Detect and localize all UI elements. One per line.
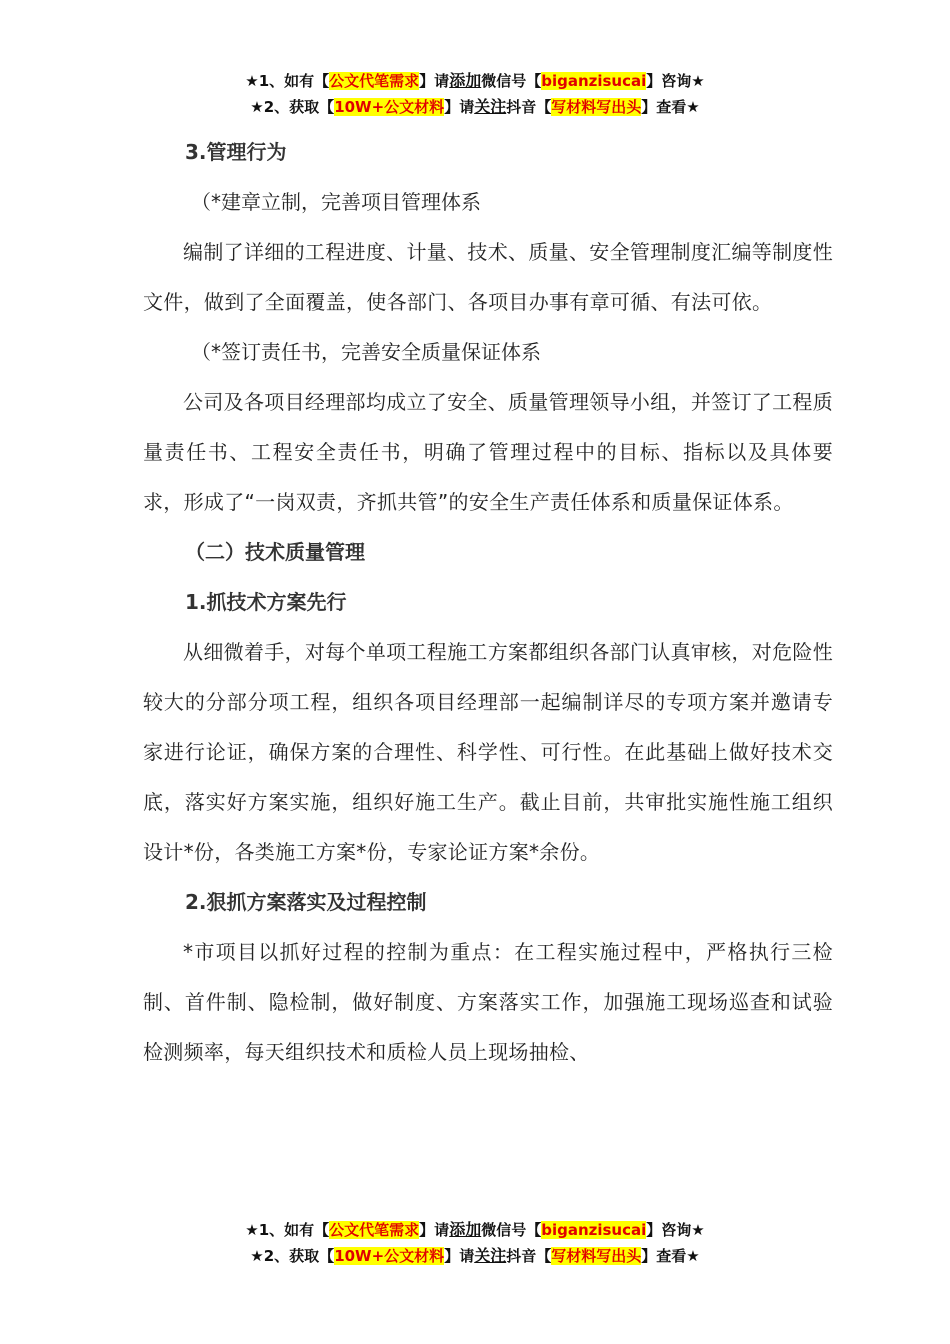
subheading-responsibility: （*签订责任书，完善安全质量保证体系 bbox=[191, 340, 541, 364]
banner-highlight: 公文代笔需求 bbox=[329, 1221, 420, 1239]
banner-douyin-id: 写材料写出头 bbox=[551, 1247, 642, 1265]
paragraph-rules: 编制了详细的工程进度、计量、技术、质量、安全管理制度汇编等制度性文件，做到了全面覆盖，使各部门、各项目办事有章可循、有法可依。 bbox=[143, 240, 833, 314]
top-banner bbox=[0, 68, 950, 120]
banner-highlight: 公文代笔需求 bbox=[329, 72, 420, 90]
bottom-banner bbox=[0, 1217, 950, 1269]
banner-highlight: 10W+公文材料 bbox=[334, 1247, 445, 1265]
banner-douyin-id: 写材料写出头 bbox=[551, 98, 642, 116]
banner-line-1: ★1、如有【公文代笔需求】请添加微信号【biganzisucai】咨询★ bbox=[245, 1220, 705, 1239]
banner-wechat-id: biganzisucai bbox=[541, 1221, 647, 1239]
banner-line-2: ★2、获取【10W+公文材料】请关注抖音【写材料写出头】查看★ bbox=[250, 97, 700, 116]
banner-highlight: 10W+公文材料 bbox=[334, 98, 445, 116]
subheading-rules: （*建章立制，完善项目管理体系 bbox=[191, 190, 481, 214]
paragraph-process-control: *市项目以抓好过程的控制为重点：在工程实施过程中，严格执行三检制、首件制、隐检制，做好制度、方案落实工作，加强施工现场巡查和试验检测频率，每天组织技术和质检人员上现场抽检、 bbox=[143, 940, 833, 1064]
paragraph-tech-plan: 从细微着手，对每个单项工程施工方案都组织各部门认真审核，对危险性较大的分部分项工程，组织各项目经理部一起编制详尽的专项方案并邀请专家进行论证，确保方案的合理性、科学性、可行性。在此基础上做好技术交底，落实好方案实施，组织好施工生产。截止目前，共审批实施性施工组织设计*份，各类施工方案*份，专家论证方案*余份。 bbox=[143, 640, 833, 864]
banner-line-2: ★2、获取【10W+公文材料】请关注抖音【写材料写出头】查看★ bbox=[250, 1246, 700, 1265]
heading-tech-quality: （二）技术质量管理 bbox=[185, 540, 365, 564]
document-body bbox=[143, 127, 833, 1077]
heading-management-behavior: 3.管理行为 bbox=[185, 140, 287, 164]
banner-wechat-id: biganzisucai bbox=[541, 72, 647, 90]
heading-tech-plan: 1.抓技术方案先行 bbox=[185, 590, 347, 614]
banner-line-1: ★1、如有【公文代笔需求】请添加微信号【biganzisucai】咨询★ bbox=[245, 71, 705, 90]
heading-process-control: 2.狠抓方案落实及过程控制 bbox=[185, 890, 427, 914]
paragraph-responsibility: 公司及各项目经理部均成立了安全、质量管理领导小组，并签订了工程质量责任书、工程安全责任书，明确了管理过程中的目标、指标以及具体要求，形成了“一岗双责，齐抓共管”的安全生产责任体系和质量保证体系。 bbox=[143, 390, 833, 514]
